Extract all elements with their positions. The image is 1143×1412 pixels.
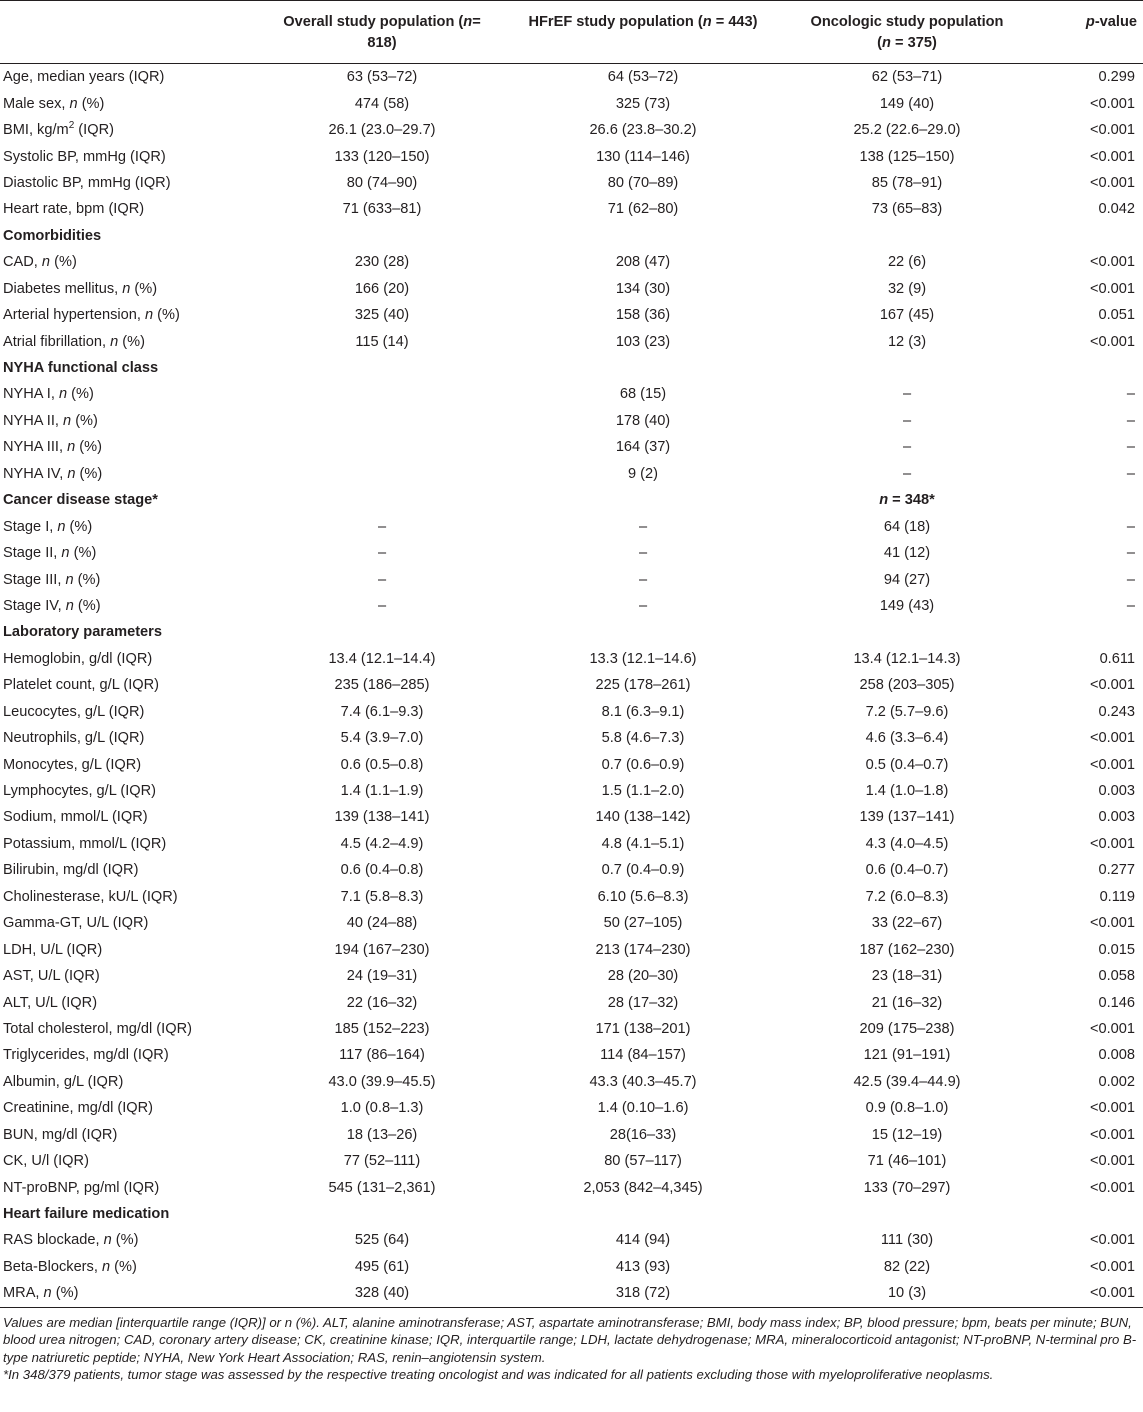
p-value-cell: <0.001 bbox=[1089, 1126, 1135, 1143]
row-label-cell: BMI, $kg/m^2$ (IQR) bbox=[3, 120, 114, 139]
hfref-value-cell: 43.3 (40.3–45.7) bbox=[589, 1073, 697, 1090]
overall-value-cell: 545 (131–2,361) bbox=[328, 1179, 436, 1196]
table-row bbox=[0, 249, 1143, 275]
table-row bbox=[0, 64, 1143, 91]
overall-value-cell: 7.4 (6.1–9.3) bbox=[340, 703, 424, 720]
oncologic-value-cell: 22 (6) bbox=[887, 254, 927, 271]
hfref-value-cell: 5.8 (4.6–7.3) bbox=[601, 730, 685, 747]
oncologic-value-cell: 7.2 (5.7–9.6) bbox=[865, 703, 949, 720]
table-row bbox=[0, 646, 1143, 672]
hfref-value-cell: 2,053 (842–4,345) bbox=[583, 1179, 703, 1196]
row-label-cell: RAS blockade, n (%) bbox=[3, 1232, 139, 1249]
p-value-cell: 0.611 bbox=[1099, 650, 1135, 667]
oncologic-value-cell: 1.4 (1.0–1.8) bbox=[865, 783, 949, 800]
hfref-value-cell: 80 (57–117) bbox=[604, 1153, 682, 1170]
p-value-cell bbox=[1010, 355, 1143, 381]
p-value-cell: <0.001 bbox=[1010, 1280, 1143, 1307]
overall-value-cell: – bbox=[377, 597, 387, 614]
oncologic-value-cell: 149 (40) bbox=[879, 95, 935, 112]
p-value-cell: 0.146 bbox=[1098, 994, 1135, 1011]
table-header bbox=[0, 1, 1143, 64]
table-row bbox=[0, 1148, 1143, 1174]
row-label-cell: AST, U/L (IQR) bbox=[3, 968, 100, 985]
row-label-cell: NYHA IV, n (%) bbox=[3, 465, 103, 482]
table-row bbox=[0, 778, 1143, 804]
hfref-value-cell: 103 (23) bbox=[615, 333, 671, 350]
p-value-cell: – bbox=[1126, 465, 1135, 482]
overall-value-cell bbox=[282, 223, 482, 249]
table-row bbox=[0, 725, 1143, 751]
table-row bbox=[0, 381, 1143, 407]
p-value-cell: <0.001 bbox=[1089, 835, 1135, 852]
overall-value-cell: 0.6 (0.5–0.8) bbox=[340, 756, 424, 773]
hfref-value-cell bbox=[482, 1201, 804, 1227]
hfref-value-cell bbox=[482, 355, 804, 381]
table-row bbox=[0, 963, 1143, 989]
oncologic-value-cell: 15 (12–19) bbox=[871, 1126, 943, 1143]
table-row bbox=[0, 1069, 1143, 1095]
oncologic-value-cell: 21 (16–32) bbox=[871, 994, 943, 1011]
row-label-cell: BUN, mg/dl (IQR) bbox=[3, 1126, 118, 1143]
table-row bbox=[0, 1095, 1143, 1121]
overall-value-cell: 40 (24–88) bbox=[346, 915, 418, 932]
table-row bbox=[0, 1280, 1143, 1307]
row-label-cell: Arterial hypertension, n (%) bbox=[3, 307, 180, 324]
p-value-cell bbox=[1010, 487, 1143, 513]
oncologic-value-cell bbox=[804, 1201, 1010, 1227]
oncologic-value-cell: 82 (22) bbox=[883, 1258, 931, 1275]
hfref-value-cell bbox=[482, 487, 804, 513]
oncologic-value-cell bbox=[804, 619, 1010, 645]
p-value-cell: 0.002 bbox=[1098, 1073, 1135, 1090]
p-value-cell: <0.001 bbox=[1089, 1258, 1135, 1275]
row-label-cell: Lymphocytes, g/L (IQR) bbox=[3, 783, 157, 800]
overall-value-cell: 235 (186–285) bbox=[334, 677, 430, 694]
oncologic-value-cell: 0.9 (0.8–1.0) bbox=[865, 1100, 949, 1117]
hfref-value-cell: 8.1 (6.3–9.1) bbox=[601, 703, 685, 720]
hfref-value-cell: 13.3 (12.1–14.6) bbox=[589, 650, 697, 667]
p-value-cell: <0.001 bbox=[1089, 1179, 1135, 1196]
table-row bbox=[0, 540, 1143, 566]
oncologic-value-cell bbox=[804, 355, 1010, 381]
oncologic-value-cell: 62 (53–71) bbox=[871, 69, 943, 86]
p-value-cell: 0.008 bbox=[1098, 1047, 1135, 1064]
oncologic-value-cell: 167 (45) bbox=[879, 307, 935, 324]
table-row bbox=[0, 302, 1143, 328]
oncologic-value-cell: 94 (27) bbox=[883, 571, 931, 588]
stage-footnote: *In 348/379 patients, tumor stage was assessed by the respective treating oncologist and was indicated for all patients excluding those with myeloproliferative neoplasms. bbox=[3, 1367, 994, 1383]
hfref-value-cell: 1.5 (1.1–2.0) bbox=[601, 783, 685, 800]
overall-value-cell: 18 (13–26) bbox=[346, 1126, 418, 1143]
p-value-cell bbox=[1010, 1201, 1143, 1227]
table-row bbox=[0, 513, 1143, 539]
header-p-value bbox=[1010, 1, 1143, 64]
table-row bbox=[0, 1016, 1143, 1042]
table-row bbox=[0, 408, 1143, 434]
p-value-cell: <0.001 bbox=[1089, 174, 1135, 191]
overall-value-cell: 525 (64) bbox=[354, 1232, 410, 1249]
row-label-cell: Albumin, g/L (IQR) bbox=[3, 1073, 124, 1090]
overall-value-cell: 194 (167–230) bbox=[334, 941, 430, 958]
section-header-row bbox=[0, 487, 1143, 513]
oncologic-value-cell: – bbox=[902, 465, 912, 482]
overall-value-cell: 325 (40) bbox=[354, 307, 410, 324]
overall-value-cell bbox=[282, 408, 482, 434]
hfref-value-cell: 0.7 (0.4–0.9) bbox=[601, 862, 685, 879]
table-row bbox=[0, 1174, 1143, 1200]
row-label-cell: Heart rate, bpm (IQR) bbox=[3, 201, 145, 218]
row-label-cell: Male sex, n (%) bbox=[3, 95, 105, 112]
oncologic-value-cell: 138 (125–150) bbox=[859, 148, 955, 165]
overall-value-cell: 13.4 (12.1–14.4) bbox=[328, 650, 436, 667]
overall-value-cell: 133 (120–150) bbox=[334, 148, 430, 165]
section-header-row bbox=[0, 619, 1143, 645]
p-value-cell bbox=[1010, 223, 1143, 249]
row-label-cell: Laboratory parameters bbox=[3, 624, 162, 641]
table-row bbox=[0, 884, 1143, 910]
overall-value-cell bbox=[282, 381, 482, 407]
row-label-cell: Stage II, n (%) bbox=[3, 545, 97, 562]
header-overall-text: Overall study population (n= 818) bbox=[283, 14, 481, 51]
p-value-cell: <0.001 bbox=[1089, 1232, 1135, 1249]
hfref-value-cell: 71 (62–80) bbox=[607, 201, 679, 218]
overall-value-cell: 7.1 (5.8–8.3) bbox=[340, 888, 424, 905]
row-label-cell: Stage III, n (%) bbox=[3, 571, 101, 588]
oncologic-value-cell: 258 (203–305) bbox=[859, 677, 955, 694]
overall-value-cell bbox=[282, 461, 482, 487]
p-value-cell: <0.001 bbox=[1089, 730, 1135, 747]
oncologic-value-cell: 139 (137–141) bbox=[859, 809, 955, 826]
row-label-cell: Systolic BP, mmHg (IQR) bbox=[3, 148, 166, 165]
overall-value-cell: 117 (86–164) bbox=[339, 1047, 425, 1064]
hfref-value-cell: 50 (27–105) bbox=[603, 915, 683, 932]
overall-value-cell: 328 (40) bbox=[282, 1280, 482, 1307]
oncologic-value-cell: 32 (9) bbox=[887, 280, 927, 297]
row-label-cell: Creatinine, mg/dl (IQR) bbox=[3, 1100, 154, 1117]
hfref-value-cell: 80 (70–89) bbox=[607, 174, 679, 191]
p-value-cell: 0.119 bbox=[1099, 888, 1135, 905]
oncologic-value-cell: 73 (65–83) bbox=[871, 201, 943, 218]
p-value-cell: 0.058 bbox=[1098, 968, 1135, 985]
row-label-cell: CK, U/l (IQR) bbox=[3, 1153, 89, 1170]
header-overall bbox=[282, 1, 482, 64]
oncologic-value-cell: 25.2 (22.6–29.0) bbox=[853, 122, 961, 139]
row-label-cell: MRA, n (%) bbox=[0, 1280, 282, 1307]
p-value-cell: – bbox=[1126, 597, 1135, 614]
overall-value-cell: 230 (28) bbox=[354, 254, 410, 271]
hfref-value-cell: 140 (138–142) bbox=[595, 809, 691, 826]
p-value-cell: – bbox=[1126, 386, 1135, 403]
overall-value-cell: 1.0 (0.8–1.3) bbox=[340, 1100, 424, 1117]
row-label-cell: Stage IV, n (%) bbox=[3, 597, 101, 614]
oncologic-value-cell: 12 (3) bbox=[887, 333, 927, 350]
oncologic-value-cell: 85 (78–91) bbox=[871, 174, 943, 191]
hfref-value-cell bbox=[482, 619, 804, 645]
table-row bbox=[0, 699, 1143, 725]
p-value-cell: – bbox=[1126, 518, 1135, 535]
table-row bbox=[0, 1254, 1143, 1280]
row-label-cell: NYHA II, n (%) bbox=[3, 412, 98, 429]
row-label-cell: Heart failure medication bbox=[3, 1206, 170, 1223]
hfref-value-cell: 225 (178–261) bbox=[595, 677, 691, 694]
table-row bbox=[0, 143, 1143, 169]
oncologic-value-cell: 33 (22–67) bbox=[871, 915, 943, 932]
table-row bbox=[0, 90, 1143, 116]
table-row bbox=[0, 461, 1143, 487]
header-onco-text: Oncologic study population (n = 375) bbox=[810, 14, 1004, 51]
row-label-cell: Comorbidities bbox=[3, 227, 102, 244]
hfref-value-cell: 134 (30) bbox=[615, 280, 671, 297]
row-label-cell: Potassium, mmol/L (IQR) bbox=[3, 835, 167, 852]
overall-value-cell: 5.4 (3.9–7.0) bbox=[340, 730, 424, 747]
p-value-cell: <0.001 bbox=[1089, 254, 1135, 271]
p-value-cell: <0.001 bbox=[1089, 148, 1135, 165]
oncologic-value-cell: 0.6 (0.4–0.7) bbox=[865, 862, 949, 879]
oncologic-value-cell: 209 (175–238) bbox=[859, 1020, 955, 1037]
overall-value-cell: 22 (16–32) bbox=[346, 994, 418, 1011]
hfref-value-cell: 9 (2) bbox=[627, 465, 658, 482]
oncologic-value-cell: n = 348* bbox=[879, 492, 935, 509]
hfref-value-cell: 28 (17–32) bbox=[607, 994, 679, 1011]
section-header-row bbox=[0, 355, 1143, 381]
table-row bbox=[0, 593, 1143, 619]
table-row bbox=[0, 1122, 1143, 1148]
row-label-cell: Neutrophils, g/L (IQR) bbox=[3, 730, 145, 747]
overall-value-cell: 139 (138–141) bbox=[334, 809, 430, 826]
row-label-cell: Cancer disease stage* bbox=[3, 492, 158, 509]
p-value-cell: 0.243 bbox=[1098, 703, 1135, 720]
row-label-cell: Diabetes mellitus, n (%) bbox=[3, 280, 158, 297]
row-label-cell: Gamma-GT, U/L (IQR) bbox=[3, 915, 149, 932]
hfref-value-cell: 26.6 (23.8–30.2) bbox=[589, 122, 697, 139]
row-label-cell: NYHA III, n (%) bbox=[3, 439, 102, 456]
row-label-cell: Triglycerides, mg/dl (IQR) bbox=[3, 1047, 169, 1064]
abbreviation-footnote: Values are median [interquartile range (IQR)] or n (%). ALT, alanine aminotransferase; AST, aspartate aminotransferase; BMI, body mass index; BP, blood pressure; bpm, beats per minute; BUN, blood urea nitrogen; CAD, coronary artery disease; CK, creatinine kinase; IQR, interquartile range; LDH, lactate dehydrogenase; MRA, mineralocorticoid antagonist; NT-proBNP, N-terminal pro B-type natriuretic peptide; NYHA, New York Heart Association; RAS, renin–angiotensin system. bbox=[3, 1314, 1137, 1365]
overall-value-cell: 43.0 (39.9–45.5) bbox=[328, 1073, 436, 1090]
header-hfref-text: HFrEF study population (n = 443) bbox=[528, 14, 758, 30]
oncologic-value-cell: – bbox=[902, 386, 912, 403]
overall-value-cell: 495 (61) bbox=[354, 1258, 410, 1275]
oncologic-value-cell: – bbox=[902, 439, 912, 456]
p-value-cell: <0.001 bbox=[1089, 1100, 1135, 1117]
overall-value-cell bbox=[282, 355, 482, 381]
hfref-value-cell: 164 (37) bbox=[615, 439, 671, 456]
table-body bbox=[0, 64, 1143, 1308]
table-row bbox=[0, 831, 1143, 857]
row-label-cell: Age, median years (IQR) bbox=[3, 69, 165, 86]
row-label-cell: CAD, n (%) bbox=[3, 254, 77, 271]
table-row bbox=[0, 751, 1143, 777]
hfref-value-cell: 414 (94) bbox=[615, 1232, 671, 1249]
hfref-value-cell: 6.10 (5.6–8.3) bbox=[597, 888, 689, 905]
row-label-cell: Platelet count, g/L (IQR) bbox=[3, 677, 160, 694]
oncologic-value-cell: 4.6 (3.3–6.4) bbox=[865, 730, 949, 747]
hfref-value-cell: – bbox=[638, 545, 648, 562]
table-row bbox=[0, 434, 1143, 460]
oncologic-value-cell: 64 (18) bbox=[883, 518, 931, 535]
overall-value-cell: 80 (74–90) bbox=[346, 174, 418, 191]
oncologic-value-cell: 0.5 (0.4–0.7) bbox=[865, 756, 949, 773]
overall-value-cell: 63 (53–72) bbox=[346, 69, 418, 86]
row-label-cell: Total cholesterol, mg/dl (IQR) bbox=[3, 1020, 192, 1037]
oncologic-value-cell bbox=[804, 223, 1010, 249]
oncologic-value-cell: 133 (70–297) bbox=[863, 1179, 951, 1196]
hfref-value-cell: 171 (138–201) bbox=[595, 1020, 691, 1037]
row-label-cell: Atrial fibrillation, n (%) bbox=[3, 333, 145, 350]
table-row bbox=[0, 804, 1143, 830]
hfref-value-cell: 178 (40) bbox=[615, 412, 671, 429]
oncologic-value-cell: 71 (46–101) bbox=[867, 1153, 947, 1170]
row-label-cell: Beta-Blockers, n (%) bbox=[3, 1258, 137, 1275]
overall-value-cell bbox=[282, 487, 482, 513]
row-label-cell: LDH, U/L (IQR) bbox=[3, 941, 103, 958]
overall-value-cell: 0.6 (0.4–0.8) bbox=[340, 862, 424, 879]
hfref-value-cell: 64 (53–72) bbox=[607, 69, 679, 86]
overall-value-cell bbox=[282, 619, 482, 645]
header-row bbox=[0, 1, 1143, 64]
oncologic-value-cell: 111 (30) bbox=[880, 1232, 934, 1249]
overall-value-cell: 24 (19–31) bbox=[346, 968, 418, 985]
hfref-value-cell: 208 (47) bbox=[615, 254, 671, 271]
row-label-cell: Bilirubin, mg/dl (IQR) bbox=[3, 862, 139, 879]
p-value-cell: <0.001 bbox=[1089, 280, 1135, 297]
row-label-cell: Stage I, n (%) bbox=[3, 518, 93, 535]
oncologic-value-cell: 4.3 (4.0–4.5) bbox=[865, 835, 949, 852]
header-onco bbox=[804, 1, 1010, 64]
oncologic-value-cell: 23 (18–31) bbox=[871, 968, 943, 985]
p-value-cell: 0.277 bbox=[1098, 862, 1135, 879]
table-row bbox=[0, 1042, 1143, 1068]
overall-value-cell: 166 (20) bbox=[354, 280, 410, 297]
row-label-cell: Leucocytes, g/L (IQR) bbox=[3, 703, 145, 720]
hfref-value-cell bbox=[482, 223, 804, 249]
table-row bbox=[0, 276, 1143, 302]
p-value-cell: <0.001 bbox=[1089, 677, 1135, 694]
table-row bbox=[0, 910, 1143, 936]
overall-value-cell: 71 (633–81) bbox=[342, 201, 422, 218]
row-label-cell: Cholinesterase, kU/L (IQR) bbox=[3, 888, 178, 905]
table-row bbox=[0, 117, 1143, 143]
table-row bbox=[0, 989, 1143, 1015]
p-value-cell: <0.001 bbox=[1089, 333, 1135, 350]
overall-value-cell: – bbox=[377, 571, 387, 588]
table-row bbox=[0, 857, 1143, 883]
hfref-value-cell: 130 (114–146) bbox=[596, 148, 690, 165]
overall-value-cell: 77 (52–111) bbox=[343, 1153, 421, 1170]
oncologic-value-cell: – bbox=[902, 412, 912, 429]
overall-value-cell: 4.5 (4.2–4.9) bbox=[340, 835, 424, 852]
p-value-cell: 0.015 bbox=[1098, 941, 1135, 958]
hfref-value-cell: 4.8 (4.1–5.1) bbox=[601, 835, 685, 852]
p-value-cell: – bbox=[1126, 439, 1135, 456]
p-value-cell: <0.001 bbox=[1089, 756, 1135, 773]
table-row bbox=[0, 566, 1143, 592]
row-label-cell: ALT, U/L (IQR) bbox=[3, 994, 98, 1011]
p-value-cell: <0.001 bbox=[1089, 1153, 1135, 1170]
p-value-cell: 0.003 bbox=[1098, 809, 1135, 826]
p-value-cell: <0.001 bbox=[1089, 95, 1135, 112]
header-p-value-text: p-value bbox=[1085, 14, 1137, 30]
row-label-cell: Sodium, mmol/L (IQR) bbox=[3, 809, 148, 826]
p-value-cell: – bbox=[1126, 412, 1135, 429]
hfref-value-cell: 28(16–33) bbox=[609, 1126, 677, 1143]
row-label-cell: Hemoglobin, g/dl (IQR) bbox=[3, 650, 153, 667]
header-hfref bbox=[482, 1, 804, 64]
p-value-cell: <0.001 bbox=[1089, 122, 1135, 139]
p-value-cell: – bbox=[1126, 545, 1135, 562]
table-row bbox=[0, 196, 1143, 222]
overall-value-cell: 26.1 (23.0–29.7) bbox=[328, 122, 436, 139]
row-label-cell: Monocytes, g/L (IQR) bbox=[3, 756, 142, 773]
hfref-value-cell: 68 (15) bbox=[619, 386, 667, 403]
overall-value-cell bbox=[282, 434, 482, 460]
oncologic-value-cell: 10 (3) bbox=[804, 1280, 1010, 1307]
oncologic-value-cell: 187 (162–230) bbox=[859, 941, 955, 958]
hfref-value-cell: – bbox=[638, 597, 648, 614]
p-value-cell: 0.003 bbox=[1098, 783, 1135, 800]
overall-value-cell: 185 (152–223) bbox=[334, 1020, 430, 1037]
row-label-cell: NYHA functional class bbox=[3, 360, 159, 377]
row-label-cell: Diastolic BP, mmHg (IQR) bbox=[3, 174, 171, 191]
hfref-value-cell: 0.7 (0.6–0.9) bbox=[601, 756, 685, 773]
p-value-cell bbox=[1010, 619, 1143, 645]
p-value-cell: <0.001 bbox=[1089, 1020, 1135, 1037]
hfref-value-cell: – bbox=[638, 518, 648, 535]
table-row bbox=[0, 170, 1143, 196]
table-row bbox=[0, 1227, 1143, 1253]
overall-value-cell bbox=[282, 1201, 482, 1227]
overall-value-cell: 115 (14) bbox=[355, 333, 409, 350]
header-label-column bbox=[0, 1, 282, 64]
hfref-value-cell: 213 (174–230) bbox=[595, 941, 691, 958]
overall-value-cell: 474 (58) bbox=[354, 95, 410, 112]
hfref-value-cell: 325 (73) bbox=[615, 95, 671, 112]
p-value-cell: <0.001 bbox=[1089, 915, 1135, 932]
overall-value-cell: 1.4 (1.1–1.9) bbox=[340, 783, 424, 800]
p-value-cell: 0.051 bbox=[1098, 307, 1135, 324]
p-value-cell: 0.042 bbox=[1098, 201, 1135, 218]
oncologic-value-cell: 42.5 (39.4–44.9) bbox=[853, 1073, 961, 1090]
oncologic-value-cell: 7.2 (6.0–8.3) bbox=[865, 888, 949, 905]
hfref-value-cell: 114 (84–157) bbox=[600, 1047, 686, 1064]
hfref-value-cell: – bbox=[638, 571, 648, 588]
oncologic-value-cell: 149 (43) bbox=[879, 597, 935, 614]
hfref-value-cell: 318 (72) bbox=[482, 1280, 804, 1307]
section-header-row bbox=[0, 223, 1143, 249]
oncologic-value-cell: 41 (12) bbox=[883, 545, 931, 562]
hfref-value-cell: 158 (36) bbox=[615, 307, 671, 324]
p-value-cell: 0.299 bbox=[1098, 69, 1135, 86]
hfref-value-cell: 1.4 (0.10–1.6) bbox=[597, 1100, 689, 1117]
oncologic-value-cell: 13.4 (12.1–14.3) bbox=[853, 650, 961, 667]
table-footnotes bbox=[0, 1308, 1143, 1384]
overall-value-cell: – bbox=[377, 545, 387, 562]
overall-value-cell: – bbox=[377, 518, 387, 535]
row-label-cell: NT-proBNP, pg/ml (IQR) bbox=[3, 1179, 160, 1196]
table-row bbox=[0, 672, 1143, 698]
hfref-value-cell: 413 (93) bbox=[615, 1258, 671, 1275]
oncologic-value-cell: 121 (91–191) bbox=[863, 1047, 951, 1064]
table-row bbox=[0, 328, 1143, 354]
table-row bbox=[0, 936, 1143, 962]
p-value-cell: – bbox=[1126, 571, 1135, 588]
section-header-row bbox=[0, 1201, 1143, 1227]
row-label-cell: NYHA I, n (%) bbox=[3, 386, 94, 403]
hfref-value-cell: 28 (20–30) bbox=[607, 968, 679, 985]
